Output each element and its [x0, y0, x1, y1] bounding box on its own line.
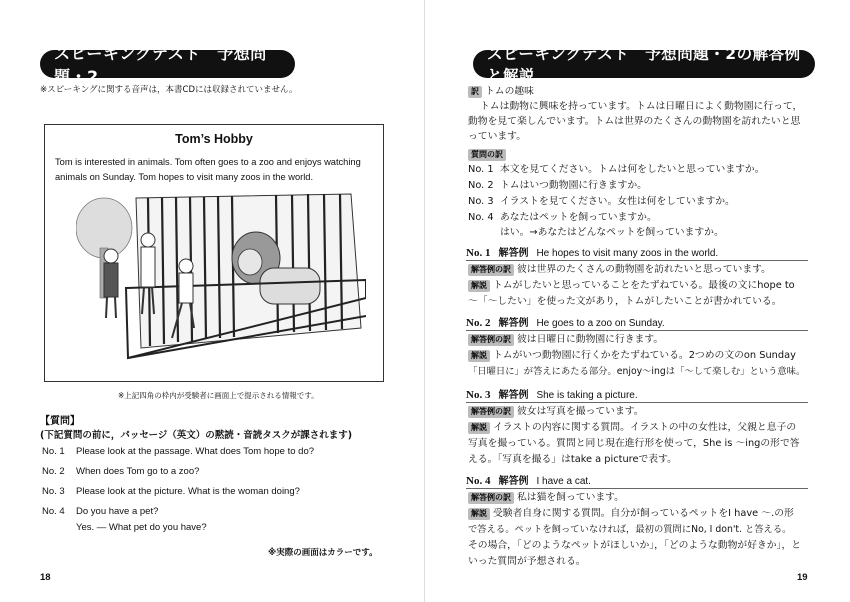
translation-line-3: っています。	[468, 131, 526, 142]
answer-1-translation: 解答例の訳 彼は世界のたくさんの動物園を訪れたいと思っています。	[468, 262, 771, 277]
question-4-follow: Yes. — What pet do you have?	[76, 522, 207, 533]
right-page-title: スピーキングテスト 予想問題・2の解答例と解説	[473, 50, 815, 78]
question-2: No. 2 When does Tom go to a zoo?	[42, 466, 200, 477]
translation-title: 訳 トムの趣味	[468, 84, 534, 99]
translation-line-1: トムは動物に興味を持っています。トムは日曜日によく動物園に行って，	[480, 101, 803, 112]
boy-body	[179, 273, 193, 303]
man-head	[141, 233, 155, 247]
answer-3-translation: 解答例の訳 彼女は写真を撮っています。	[468, 404, 644, 419]
answer-3-heading: No. 3 解答例 She is taking a picture.	[466, 386, 808, 403]
answer-2-explanation-1: 解説 トムがいつ動物園に行くかをたずねている。2つめの文のon Sunday	[468, 348, 796, 363]
answer-2-heading: No. 2 解答例 He goes to a zoo on Sunday.	[466, 314, 808, 331]
question-4: No. 4 Do you have a pet?	[42, 506, 159, 517]
answer-4-explanation-1: 解説 受験者自身に関する質問。自分が飼っているペットをI have ～.の形	[468, 506, 794, 521]
question-1: No. 1 Please look at the passage. What does Tom hope to do?	[42, 446, 315, 457]
answer-3-explanation-3: える。「写真を撮る」はtake a pictureで表す。	[468, 454, 677, 465]
question-translation-badge: 質問の訳	[468, 147, 509, 162]
picture-caption: ※上記四角の枠内が受験者に画面上で提示される情報です。	[118, 391, 319, 400]
translation-line-2: 動物を見て楽しんでいます。トムは世界のたくさんの動物園を訪れたいと思	[468, 116, 801, 127]
q-trans-1: No. 1 本文を見てください。トムは何をしたいと思っていますか。	[468, 164, 765, 175]
question-3: No. 3 Please look at the picture. What is the woman doing?	[42, 486, 300, 497]
passage-text: Tom is interested in animals. Tom often goes to a zoo and enjoys watching animals on Sunday. Tom hopes to visit many zoos in the world.	[55, 157, 361, 182]
answer-1-explanation-2: ～「～したい」を使った文があり，トムがしたいことが書かれている。	[468, 296, 782, 307]
passage-title: Tom’s Hobby	[175, 132, 253, 146]
answer-4-explanation-4: いった質問が予想される。	[468, 556, 586, 567]
answer-4-translation: 解答例の訳 私は猫を飼っています。	[468, 490, 624, 505]
lion-body	[260, 268, 320, 304]
question-instruction: (下記質問の前に，パッセージ（英文）の黙読・音読タスクが課されます)	[40, 430, 353, 441]
q-trans-3: No. 3 イラストを見てください。女性は何をしていますか。	[468, 196, 735, 207]
q-trans-4: No. 4 あなたはペットを飼っていますか。	[468, 212, 657, 223]
zoo-illustration	[76, 188, 366, 370]
boy-head	[179, 259, 193, 273]
color-note: ※実際の画面はカラーです。	[268, 548, 378, 558]
q-trans-4-follow: はい。→あなたはどんなペットを飼っていますか。	[500, 227, 724, 238]
woman-head	[104, 249, 118, 263]
answer-1-explanation-1: 解説 トムがしたいと思っていることをたずねている。最後の文にhope to	[468, 278, 795, 293]
answer-2-translation: 解答例の訳 彼は日曜日に動物園に行きます。	[468, 332, 663, 347]
right-page-number: 19	[797, 572, 808, 583]
answer-1-heading: No. 1 解答例 He hopes to visit many zoos in the world.	[466, 244, 808, 261]
left-page-title: スピーキングテスト 予想問題・2	[40, 50, 295, 78]
question-heading: 【質問】	[40, 416, 80, 427]
answer-2-explanation-2: 「日曜日に」が答えにあたる部分。enjoy～ingは「～して楽しむ」という意味。	[468, 366, 806, 377]
q-trans-2: No. 2 トムはいつ動物園に行きますか。	[468, 180, 647, 191]
answer-3-explanation-1: 解説 イラストの内容に関する質問。イラストの中の女性は，父親と息子の	[468, 420, 796, 435]
lion-face	[238, 249, 262, 275]
audio-note: ※スピーキングに関する音声は，本書CDには収録されていません。	[40, 85, 298, 95]
woman-body	[104, 263, 118, 297]
left-page-number: 18	[40, 572, 51, 583]
answer-4-explanation-3: その場合，「どのようなペットがほしいか」，「どのような動物が好きか」，と	[468, 540, 802, 551]
answer-3-explanation-2: 写真を撮っている。質問と同じ現在進行形を使って，She is ～ingの形で答	[468, 438, 800, 449]
man-body	[141, 247, 155, 287]
answer-4-explanation-2: で答える。ペットを飼っていなければ，最初の質問にNo, I don't. と答える。	[468, 524, 792, 535]
translation-badge: 訳	[468, 86, 482, 98]
answer-4-heading: No. 4 解答例 I have a cat.	[466, 472, 808, 489]
